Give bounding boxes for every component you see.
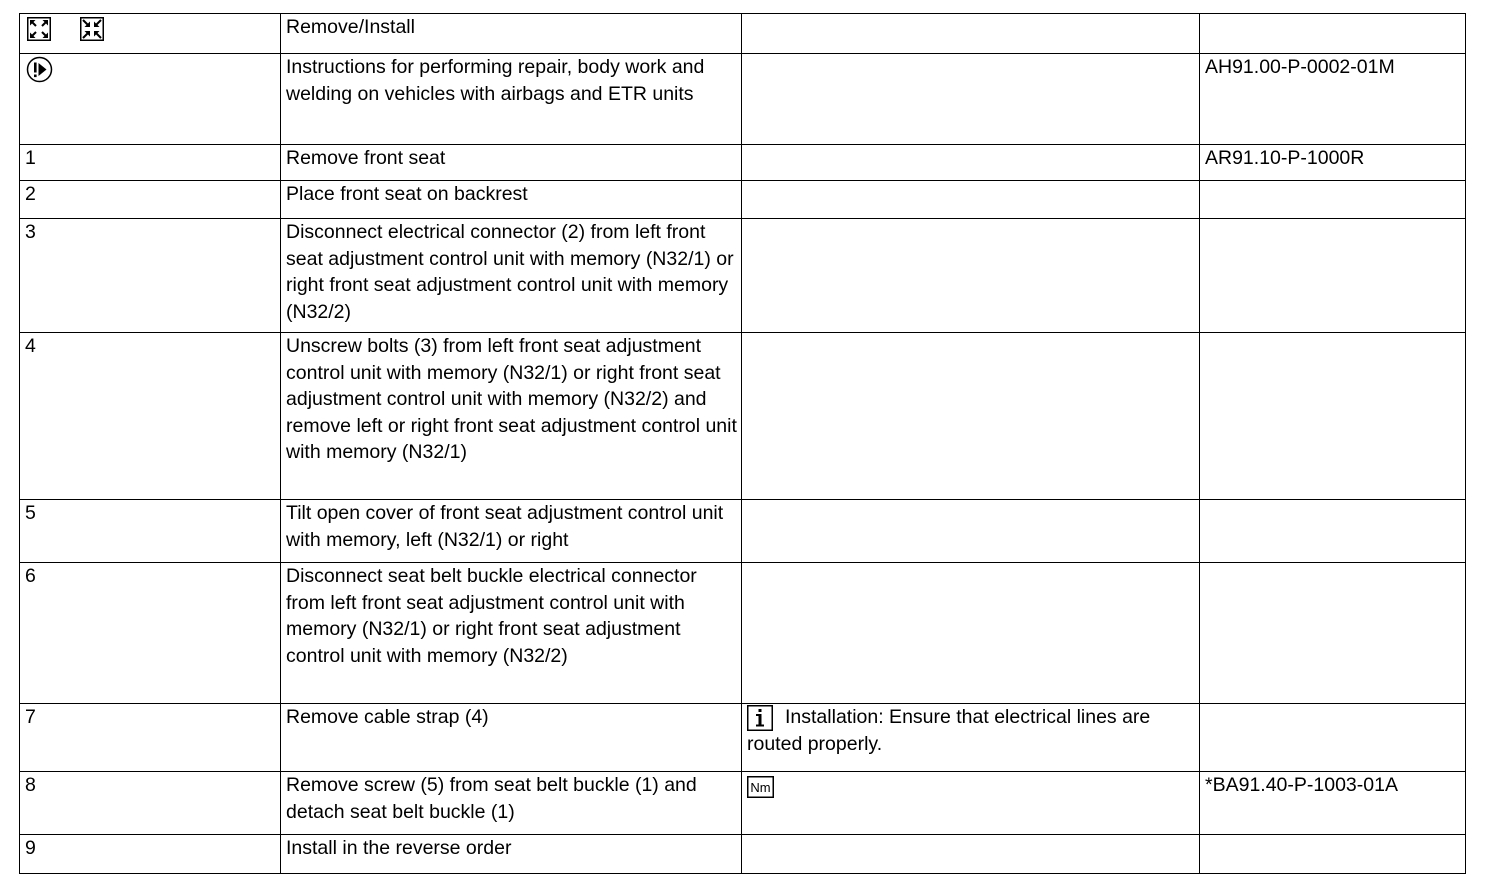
step-note-cell bbox=[742, 333, 1200, 500]
header-note-cell bbox=[742, 14, 1200, 54]
remove-arrows-icon bbox=[27, 17, 51, 41]
table-row bbox=[20, 219, 1466, 333]
step-number: 5 bbox=[20, 500, 281, 563]
step-text: Unscrew bolts (3) from left front seat adjustment control unit with memory (N32/1) or right front seat adjustment control unit with memory (N32/2) and remove left or right front seat adjustment control unit with memory (N32/1) bbox=[281, 333, 742, 500]
step-note-cell bbox=[742, 704, 1200, 772]
step-text: Disconnect electrical connector (2) from left front seat adjustment control unit with memory (N32/1) or right front seat adjustment control unit with memory (N32/2) bbox=[281, 219, 742, 333]
step-note-cell bbox=[742, 145, 1200, 181]
reference-cell bbox=[1200, 835, 1466, 874]
install-arrows-icon bbox=[80, 17, 104, 41]
step-note-cell bbox=[742, 219, 1200, 333]
step-number: 1 bbox=[20, 145, 281, 181]
step-note-cell bbox=[742, 772, 1200, 835]
reference-cell bbox=[1200, 333, 1466, 500]
step-note-cell bbox=[742, 835, 1200, 874]
step-number: 4 bbox=[20, 333, 281, 500]
table-row bbox=[20, 772, 1466, 835]
reference-cell bbox=[1200, 500, 1466, 563]
table-row bbox=[20, 333, 1466, 500]
reference-cell bbox=[1200, 181, 1466, 219]
header-title: Remove/Install bbox=[281, 14, 742, 54]
step-number: 3 bbox=[20, 219, 281, 333]
step-note-cell bbox=[742, 54, 1200, 145]
step-number: 6 bbox=[20, 563, 281, 704]
step-text: Disconnect seat belt buckle electrical connector from left front seat adjustment control unit with memory (N32/1) or right front seat adjustment control unit with memory (N32/2) bbox=[281, 563, 742, 704]
table-row bbox=[20, 500, 1466, 563]
safety-notice-icon bbox=[26, 56, 53, 83]
step-note-cell bbox=[742, 563, 1200, 704]
reference-cell bbox=[1200, 219, 1466, 333]
torque-nm-label: Nm bbox=[750, 780, 771, 795]
installation-note: Installation: Ensure that electrical lines are routed properly. bbox=[747, 706, 1151, 755]
table-row bbox=[20, 145, 1466, 181]
procedure-table bbox=[19, 13, 1466, 874]
table-row bbox=[20, 704, 1466, 772]
header-ref-cell bbox=[1200, 14, 1466, 54]
reference-cell bbox=[1200, 704, 1466, 772]
reference-cell bbox=[1200, 563, 1466, 704]
torque-nm-icon[interactable] bbox=[747, 776, 774, 806]
step-text: Install in the reverse order bbox=[281, 835, 742, 874]
step-number: 7 bbox=[20, 704, 281, 772]
table-row bbox=[20, 181, 1466, 219]
reference-link[interactable]: *BA91.40-P-1003-01A bbox=[1200, 772, 1466, 835]
header-icons-cell bbox=[20, 14, 281, 54]
table-row bbox=[20, 54, 1466, 145]
step-note-cell bbox=[742, 181, 1200, 219]
table-row bbox=[20, 835, 1466, 874]
step-icon-cell bbox=[20, 54, 281, 145]
step-number: 8 bbox=[20, 772, 281, 835]
reference-link[interactable]: AH91.00-P-0002-01M bbox=[1200, 54, 1466, 145]
step-text: Remove screw (5) from seat belt buckle (1) and detach seat belt buckle (1) bbox=[281, 772, 742, 835]
info-icon bbox=[747, 705, 773, 731]
step-text: Tilt open cover of front seat adjustment control unit with memory, left (N32/1) or right bbox=[281, 500, 742, 563]
table-header-row bbox=[20, 14, 1466, 54]
reference-link[interactable]: AR91.10-P-1000R bbox=[1200, 145, 1466, 181]
step-number: 2 bbox=[20, 181, 281, 219]
step-note-cell bbox=[742, 500, 1200, 563]
step-number: 9 bbox=[20, 835, 281, 874]
step-text: Instructions for performing repair, body work and welding on vehicles with airbags and ETR units bbox=[281, 54, 742, 145]
step-text: Remove cable strap (4) bbox=[281, 704, 742, 772]
step-text: Remove front seat bbox=[281, 145, 742, 181]
step-text: Place front seat on backrest bbox=[281, 181, 742, 219]
table-row bbox=[20, 563, 1466, 704]
